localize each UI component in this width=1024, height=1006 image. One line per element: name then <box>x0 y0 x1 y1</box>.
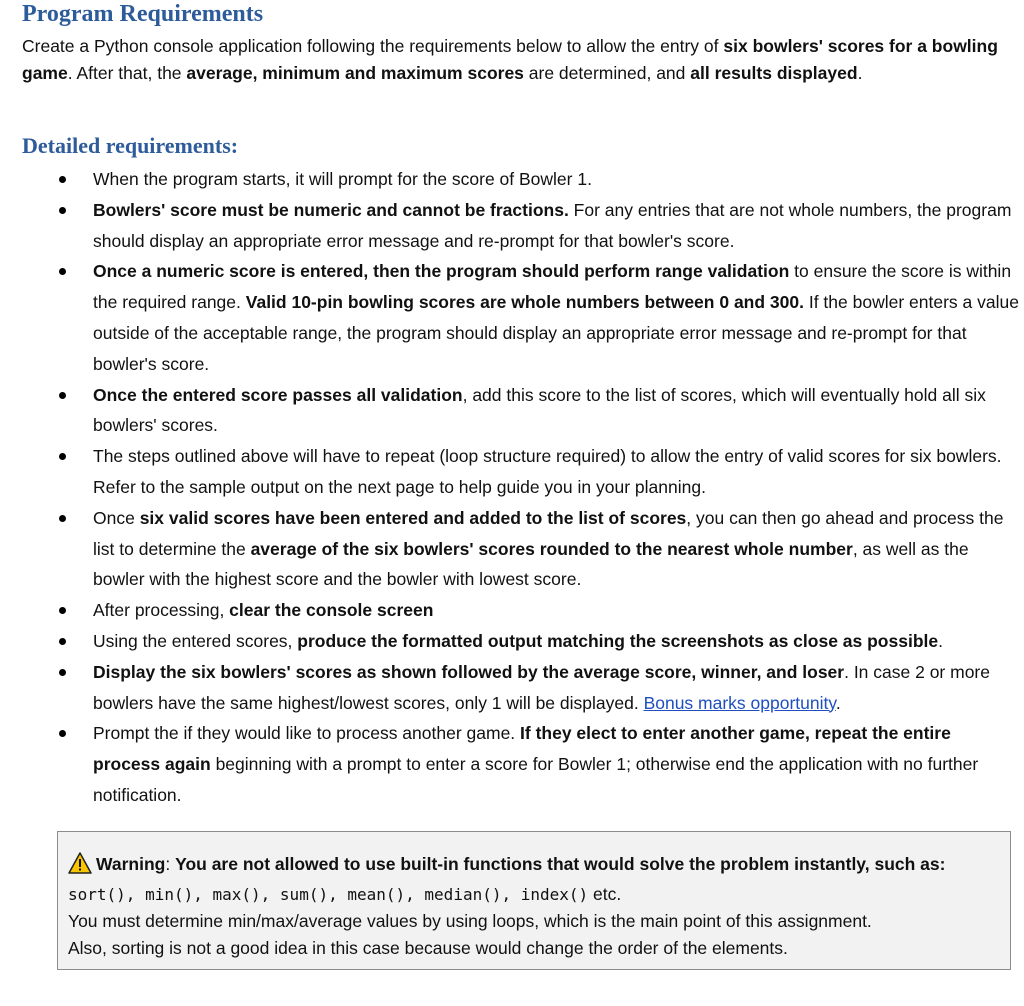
detailed-requirements-heading: Detailed requirements: <box>22 133 239 158</box>
list-item: After processing, clear the console screen <box>0 595 1020 626</box>
list-item: When the program starts, it will prompt for the score of Bowler 1. <box>0 164 1020 195</box>
bonus-marks-link[interactable]: Bonus marks opportunity <box>643 692 836 713</box>
warning-label: Warning <box>96 854 166 874</box>
bullet-icon <box>59 515 66 522</box>
bullet-icon <box>59 176 66 183</box>
list-item: Using the entered scores, produce the formatted output matching the screenshots as close as possible. <box>0 626 1020 657</box>
page-title: Program Requirements <box>22 1 264 27</box>
intro-text: are determined, and <box>523 62 691 83</box>
list-item: Once the entered score passes all validation, add this score to the list of scores, which will eventually hold all six bowlers' scores. <box>0 380 1020 442</box>
bullet-icon <box>59 730 66 737</box>
list-item: Once six valid scores have been entered and added to the list of scores, you can then go ahead and process the list to determine the average of the six bowlers' scores rounded to the nearest whole number, as well as the bowler with the highest score and the bowler with lowest score. <box>0 503 1020 595</box>
intro-bold: six bowlers' scores for a bowling game <box>22 36 998 83</box>
intro-bold: average, minimum and maximum scores <box>186 62 524 83</box>
bullet-icon <box>59 268 66 275</box>
list-item: Once a numeric score is entered, then the program should perform range validation to ensure the score is within the required range. Valid 10-pin bowling scores are whole numbers between 0 and 300. If the bowler enters a value outside of the acceptable range, the program should display an appropriate error message and re-prompt for that bowler's score. <box>0 256 1020 379</box>
warning-line-1: Warning: You are not allowed to use built-in functions that would solve the problem instantly, such as: sort(), min(), max(), sum(), mean(), median(), index() etc. <box>68 854 946 905</box>
list-item: The steps outlined above will have to repeat (loop structure required) to allow the entry of valid scores for six bowlers. Refer to the sample output on the next page to help guide you in your planning. <box>0 441 1020 503</box>
intro-text: Create a Python console application following the requirements below to allow the entry of <box>22 36 724 56</box>
bullet-icon <box>59 207 66 214</box>
banned-functions-code: sort(), min(), max(), sum(), mean(), median(), index() <box>68 885 589 905</box>
warning-line-3: Also, sorting is not a good idea in this case because would change the order of the elements. <box>68 937 788 958</box>
requirements-list <box>0 164 1020 811</box>
list-item: Bowlers' score must be numeric and cannot be fractions. For any entries that are not whole numbers, the program should display an appropriate error message and re-prompt for that bowler's score. <box>0 195 1020 257</box>
bullet-icon <box>59 669 66 676</box>
bullet-icon <box>59 453 66 460</box>
intro-bold: all results displayed <box>690 62 858 83</box>
bullet-icon <box>59 392 66 399</box>
warning-box <box>57 831 1011 970</box>
intro-text: . After that, the <box>67 62 187 83</box>
bullet-icon <box>59 638 66 645</box>
intro-paragraph <box>22 33 1012 86</box>
list-item: Display the six bowlers' scores as shown followed by the average score, winner, and loser. In case 2 or more bowlers have the same highest/lowest scores, only 1 will be displayed. Bonus marks opportunity. <box>0 657 1020 719</box>
intro-text: . <box>857 62 863 83</box>
warning-bold-text: You are not allowed to use built-in functions that would solve the problem instantly, such as: <box>175 854 946 874</box>
list-item: Prompt the if they would like to process another game. If they elect to enter another game, repeat the entire process again beginning with a prompt to enter a score for Bowler 1; otherwise end the application with no further notification. <box>0 718 1020 810</box>
warning-line-2: You must determine min/max/average values by using loops, which is the main point of this assignment. <box>68 911 872 932</box>
warning-icon <box>68 852 92 881</box>
bullet-icon <box>59 607 66 614</box>
